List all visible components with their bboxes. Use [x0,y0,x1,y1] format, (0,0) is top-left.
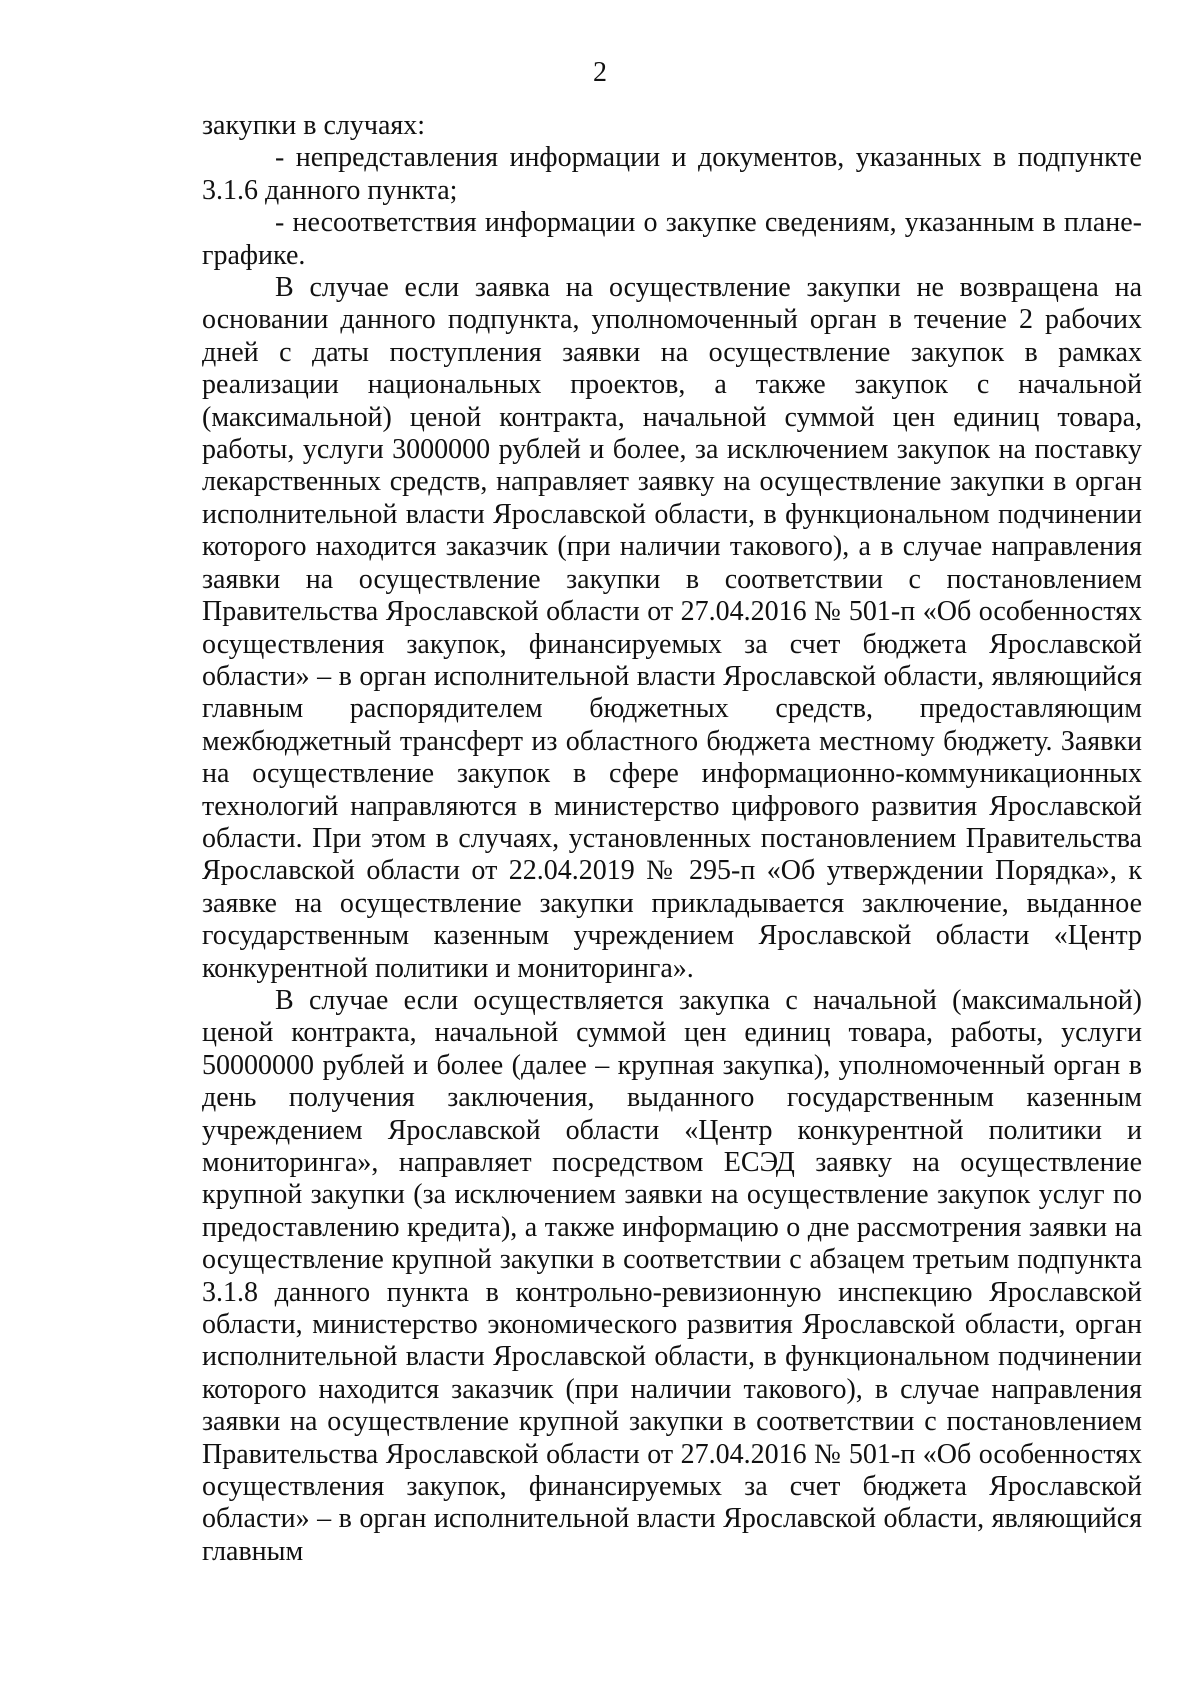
paragraph: закупки в случаях: [202,110,426,141]
document-body [202,110,1142,1568]
paragraph: В случае если заявка на осуществление закупки не возвращена на основании данного подпункта, уполномоченный орган в течение 2 рабочих дней с даты поступления заявки на осуществление закупок в рамках реализации национальных проектов, а также закупок с начальной (максимальной) ценой контракта, начальной суммой цен единиц товара, работы, услуги 3000000 рублей и более, за исключением закупок на поставку лекарственных средств, направляет заявку на осуществление закупки в орган исполнительной власти Ярославской области, в функциональном подчинении которого находится заказчик (при наличии такового), а в случае направления заявки на осуществление закупки в соответствии с постановлением Правительства Ярославской области от 27.04.2016 № 501-п «Об особенностях осуществления закупок, финансируемых за счет бюджета Ярославской области» – в орган исполнительной власти Ярославской области, являющийся главным распорядителем бюджетных средств, предоставляющим межбюджетный трансферт из областного бюджета местному бюджету. Заявки на осуществление закупок в сфере информационно-коммуникационных технологий направляются в министерство цифрового развития Ярославской области. При этом в случаях, установленных постановлением Правительства Ярославской области от 22.04.2019 № 295-п «Об утверждении Порядка», к заявке на осуществление закупки прикладывается заключение, выданное государственным казенным учреждением Ярославской области «Центр конкурентной политики и мониторинга». [202,272,1142,984]
page-number: 2 [593,57,607,88]
paragraph: В случае если осуществляется закупка с начальной (максимальной) ценой контракта, начальной суммой цен единиц товара, работы, услуги 50000000 рублей и более (далее – крупная закупка), уполномоченный орган в день получения заключения, выданного государственным казенным учреждением Ярославской области «Центр конкурентной политики и мониторинга», направляет посредством ЕСЭД заявку на осуществление крупной закупки (за исключением заявки на осуществление закупок услуг по предоставлению кредита), а также информацию о дне рассмотрения заявки на осуществление крупной закупки в соответствии с абзацем третьим подпункта 3.1.8 данного пункта в контрольно-ревизионную инспекцию Ярославской области, министерство экономического развития Ярославской области, орган исполнительной власти Ярославской области, в функциональном подчинении которого находится заказчик (при наличии такового), в случае направления заявки на осуществление крупной закупки в соответствии с постановлением Правительства Ярославской области от 27.04.2016 № 501-п «Об особенностях осуществления закупок, финансируемых за счет бюджета Ярославской области» – в орган исполнительной власти Ярославской области, являющийся главным [202,984,1142,1567]
paragraph: - несоответствия информации о закупке сведениям, указанным в плане-графике. [202,207,1142,271]
paragraph: - непредставления информации и документов, указанных в подпункте 3.1.6 данного пункта; [202,142,1142,206]
